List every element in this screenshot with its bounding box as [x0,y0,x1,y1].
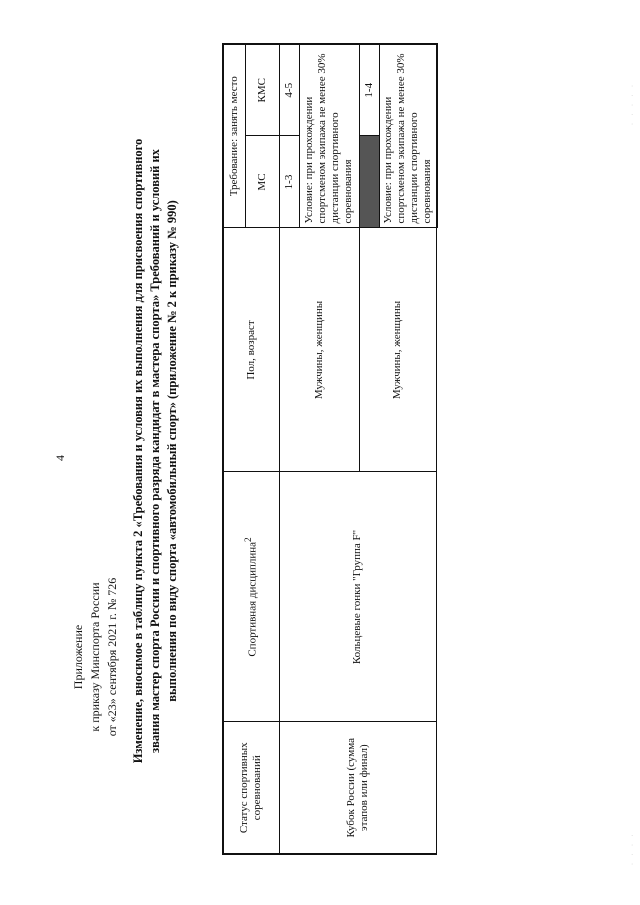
cell-place-kms-2: 1-4 [359,44,379,136]
appendix-order-ref: к приказу Минспорта России [88,582,102,732]
header-gender-age: Пол, возраст [223,228,279,472]
header-kms: КМС [245,44,279,136]
heading-line-1: Изменение, вносимое в таблицу пункта 2 «Требования и условия их выполнения для присвоения спортивного [131,138,145,764]
cell-place-kms-1: 4-5 [279,44,299,136]
scan-noise-left: · · · · [630,831,636,865]
appendix-block [70,492,121,822]
cell-gender-2: Мужчины, женщины [359,228,437,472]
cell-condition-2: Условие: при прохождении спортсменом экипажа не менее 30% дистанции спортивного соревнования [379,44,437,228]
heading-line-2: звания мастер спорта России и спортивного разряда кандидат в мастера спорта» Требований и условий их [148,149,162,753]
heading-line-3: выполнения по виду спорта «автомобильный спорт» (приложение № 2 к приказу № 990) [165,200,179,702]
page-number: 4 [53,455,67,461]
cell-condition-1: Условие: при прохождении спортсменом экипажа не менее 30% дистанции спортивного соревнования [299,44,359,228]
header-status: Статус спортивных соревнований [223,722,279,854]
footnote-marker: 2 [243,537,254,542]
header-discipline: Спортивная дисциплина$^2$ [223,472,279,722]
requirements-table [222,43,438,855]
header-requirement: Требование: занять место [223,44,245,228]
scan-noise-right: · · · · · [630,82,636,125]
cell-place-ms-1: 1-3 [279,136,299,228]
cell-place-ms-2-shaded [359,136,379,228]
cell-status: Кубок России (сумма этапов или финал) [279,722,437,854]
appendix-title: Приложение [71,624,85,690]
appendix-order-date: от «23» сентября 2021 г. № 726 [105,577,119,737]
header-ms: МС [245,136,279,228]
cell-discipline: Кольцевые гонки "Группа F" [279,472,437,722]
cell-gender-1: Мужчины, женщины [279,228,359,472]
document-heading [130,35,181,867]
